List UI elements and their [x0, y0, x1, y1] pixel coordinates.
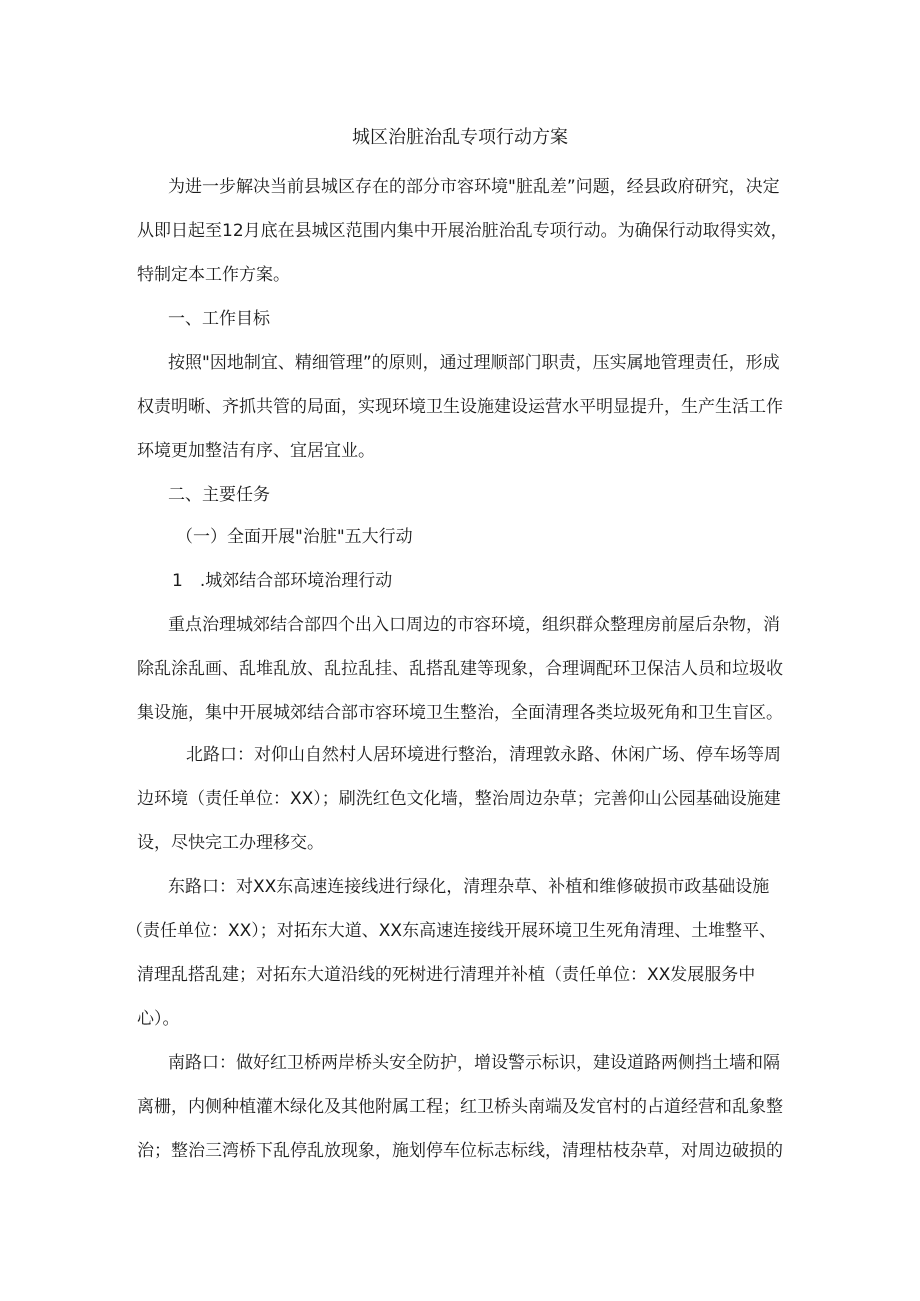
north-line-1: 北路口：对仰山自然村人居环境进行整治，清理敦永路、休闲广场、停车场等周	[186, 745, 781, 765]
subsection-heading: （一）全面开展"治脏"五大行动	[176, 527, 413, 547]
item-1-line-3: 集设施，集中开展城郊结合部市容环境卫生整治，全面清理各类垃圾死角和卫生盲区。	[137, 703, 783, 723]
east-line-2: （责任单位：XX）；对拓东大道、XX东高速连接线开展环境卫生死角清理、土堆整平、	[126, 921, 777, 941]
north-line-3: 设，尽快完工办理移交。	[137, 833, 324, 853]
east-line-4: 心）。	[137, 1009, 180, 1029]
intro-line-1: 为进一步解决当前县城区存在的部分市容环境"脏乱差”问题，经县政府研究，决定	[168, 177, 780, 197]
intro-line-2: 从即日起至12月底在县城区范围内集中开展治脏治乱专项行动。为确保行动取得实效，	[137, 221, 788, 241]
south-line-1: 南路口：做好红卫桥两岸桥头安全防护，增设警示标识，建设道路两侧挡土墙和隔	[168, 1053, 780, 1073]
item-1-heading: 1 .城郊结合部环境治理行动	[172, 571, 393, 591]
intro-line-3: 特制定本工作方案。	[137, 265, 290, 285]
south-line-3: 治；整治三湾桥下乱停乱放现象，施划停车位标志标线，清理枯枝杂草，对周边破损的	[137, 1141, 783, 1161]
section-1-line-1: 按照"因地制宜、精细管理”的原则，通过理顺部门职责，压实属地管理责任，形成	[168, 353, 780, 373]
section-2-heading: 二、主要任务	[168, 485, 270, 505]
item-1-line-2: 除乱涂乱画、乱堆乱放、乱拉乱挂、乱搭乱建等现象，合理调配环卫保洁人员和垃圾收	[137, 659, 783, 679]
east-line-1: 东路口：对XX东高速连接线进行绿化，清理杂草、补植和维修破损市政基础设施	[168, 877, 770, 897]
item-1-line-1: 重点治理城郊结合部四个出入口周边的市容环境，组织群众整理房前屋后杂物，消	[168, 615, 780, 635]
north-line-2: 边环境（责任单位：XX）；刷洗红色文化墙，整治周边杂草；完善仰山公园基础设施建	[137, 789, 781, 809]
south-line-2: 离栅，内侧种植灌木绿化及其他附属工程；红卫桥头南端及发官村的占道经营和乱象整	[137, 1097, 783, 1117]
section-1-line-3: 环境更加整洁有序、宜居宜业。	[137, 441, 375, 461]
east-line-3: 清理乱搭乱建；对拓东大道沿线的死树进行清理并补植（责任单位：XX发展服务中	[137, 965, 756, 985]
section-1-line-2: 权责明晰、齐抓共管的局面，实现环境卫生设施建设运营水平明显提升，生产生活工作	[137, 397, 783, 417]
section-1-heading: 一、工作目标	[168, 309, 270, 329]
document-title: 城区治脏治乱专项行动方案	[352, 127, 568, 148]
